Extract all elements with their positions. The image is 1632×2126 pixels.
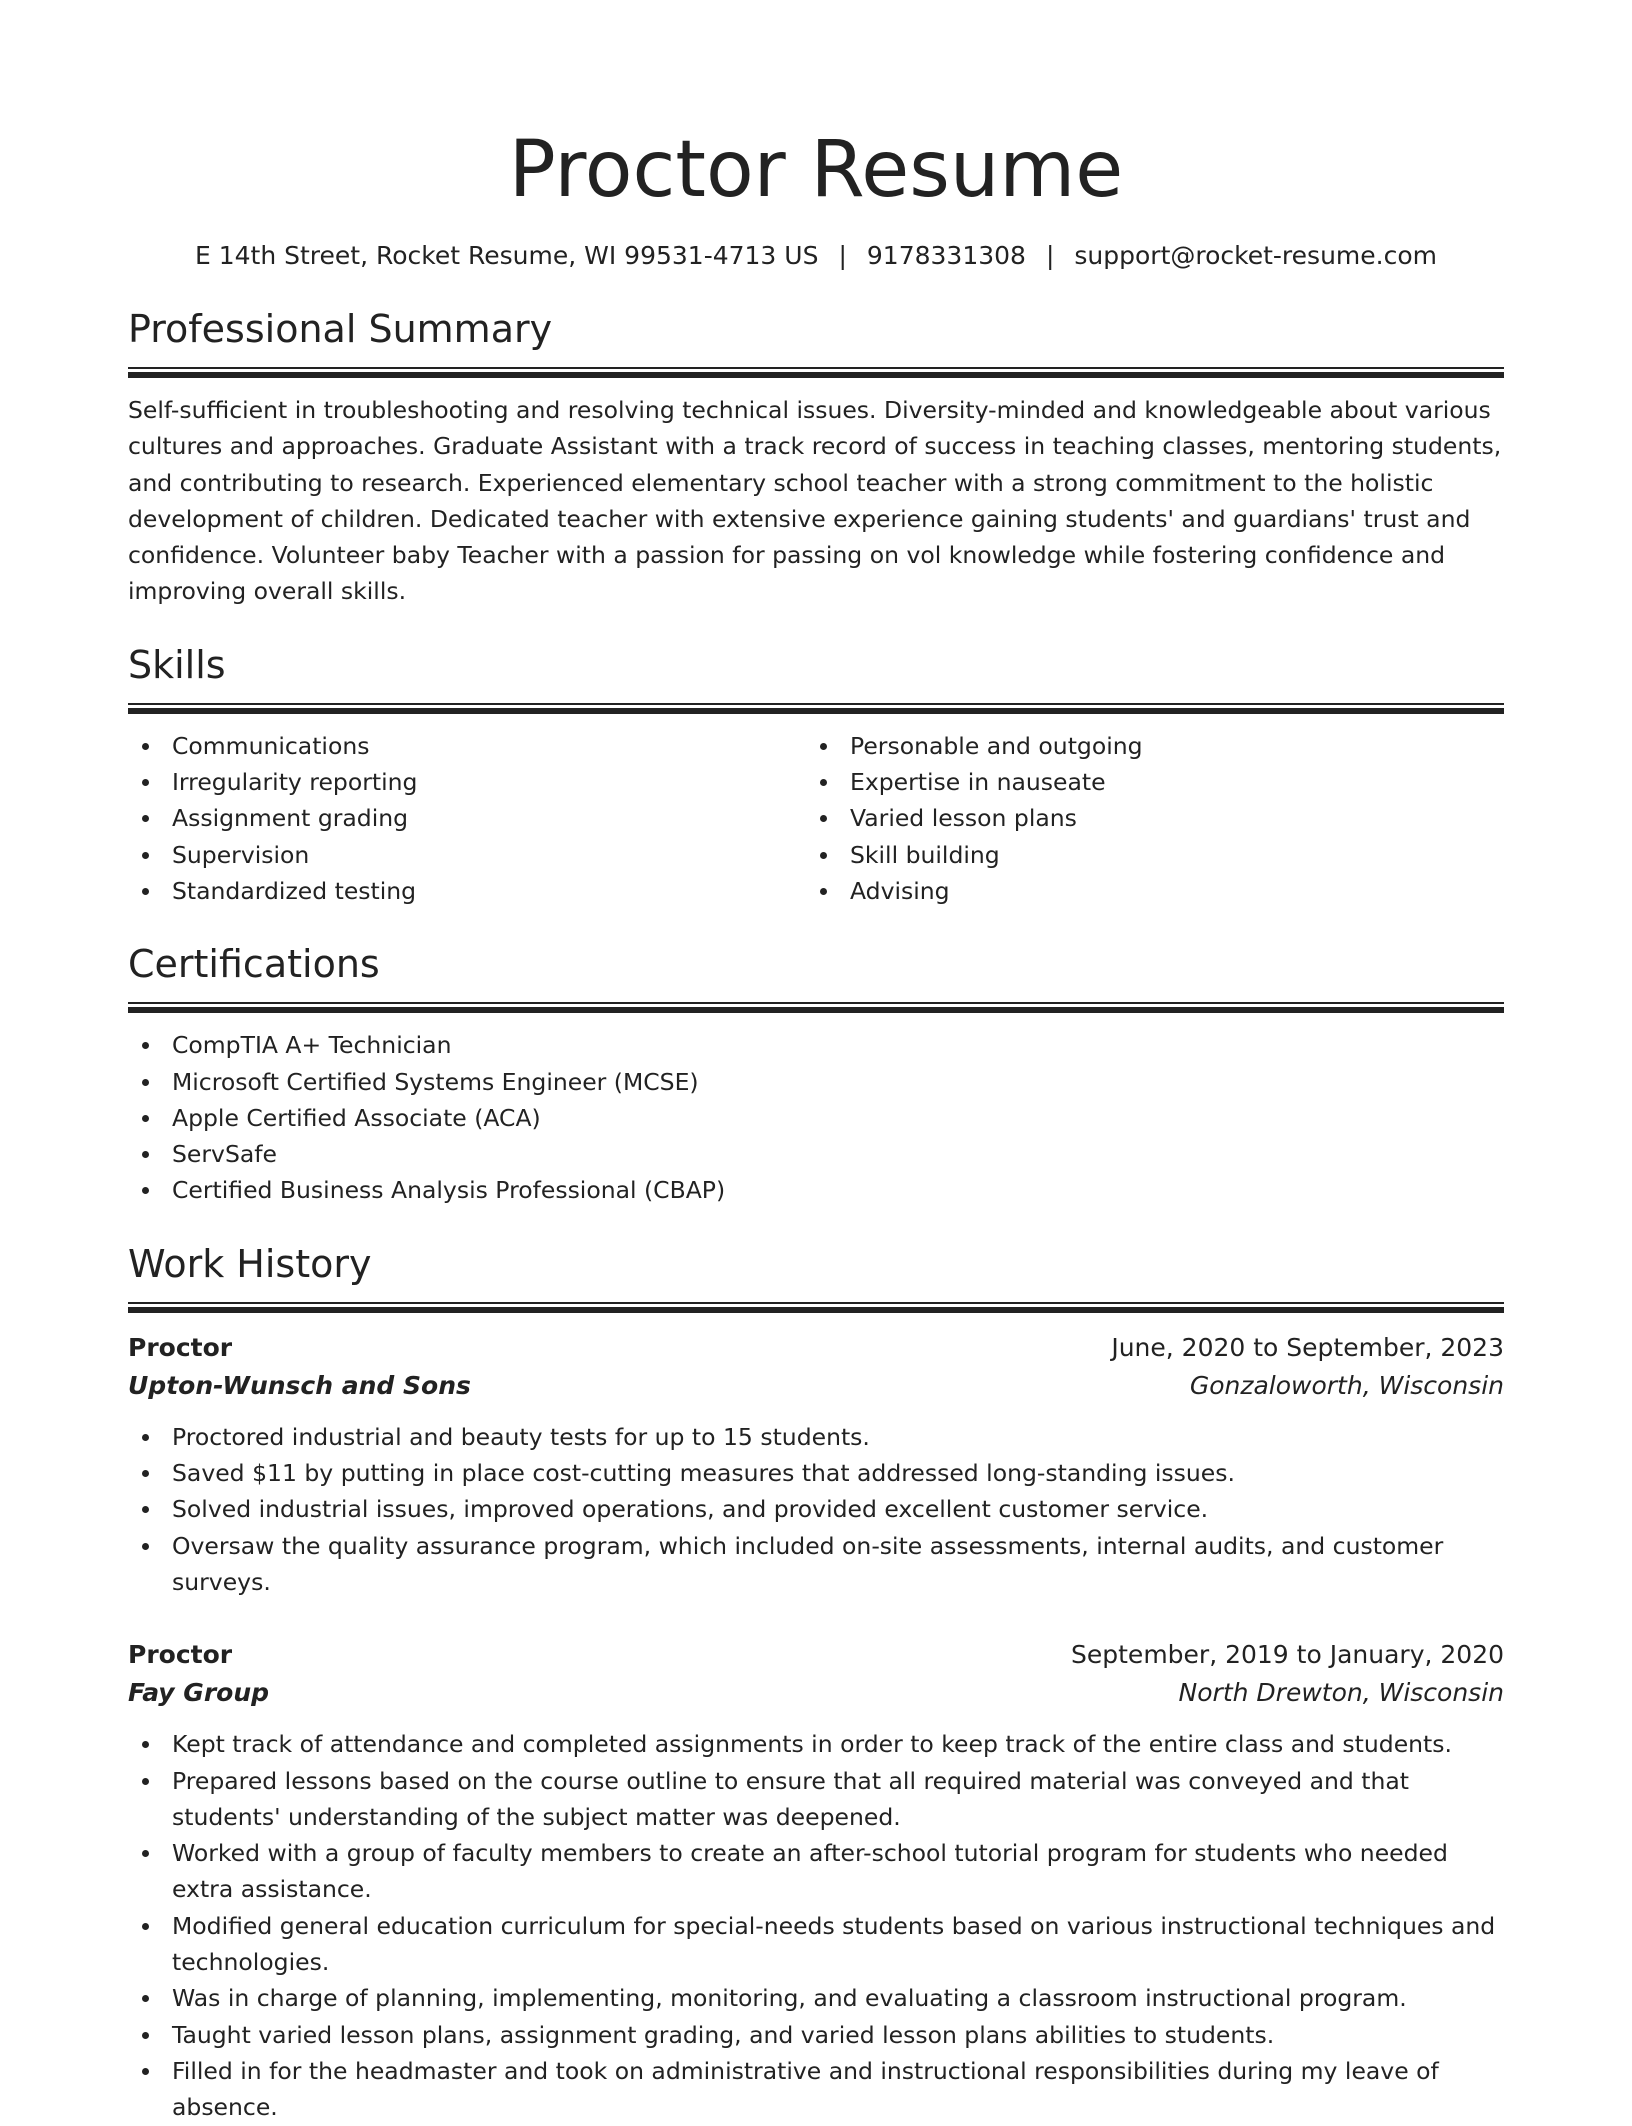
job-dates: June, 2020 to September, 2023 bbox=[1111, 1332, 1504, 1362]
summary-section bbox=[128, 304, 1504, 610]
job-location: Gonzaloworth, Wisconsin bbox=[1189, 1370, 1504, 1400]
certification-item: ServSafe bbox=[128, 1136, 1504, 1172]
resume-page bbox=[128, 118, 1504, 2126]
job-bullet: Taught varied lesson plans, assignment grading, and varied lesson plans abilities to students. bbox=[128, 2017, 1504, 2053]
job-bullet: Filled in for the headmaster and took on administrative and instructional responsibilities during my leave of absence. bbox=[128, 2053, 1504, 2126]
skills-heading: Skills bbox=[128, 642, 226, 687]
skill-item: Irregularity reporting bbox=[128, 764, 806, 800]
skill-item: Supervision bbox=[128, 837, 806, 873]
skill-item: Expertise in nauseate bbox=[806, 764, 1484, 800]
contact-address: E 14th Street, Rocket Resume, WI 99531-4713 US bbox=[194, 241, 819, 270]
section-divider bbox=[128, 367, 1504, 378]
skill-item: Advising bbox=[806, 873, 1484, 909]
certification-item: Apple Certified Associate (ACA) bbox=[128, 1100, 1504, 1136]
job-company: Upton-Wunsch and Sons bbox=[128, 1370, 471, 1400]
job-header-row bbox=[128, 1329, 1504, 1367]
resume-title: Proctor Resume bbox=[508, 125, 1124, 215]
job-bullet: Worked with a group of faculty members to create an after-school tutorial program for students who needed extra assistance. bbox=[128, 1835, 1504, 1908]
work-history-heading: Work History bbox=[128, 1241, 372, 1286]
job-entry bbox=[128, 1636, 1504, 2125]
job-dates: September, 2019 to January, 2020 bbox=[1071, 1640, 1504, 1670]
skill-item: Assignment grading bbox=[128, 800, 806, 836]
contact-line bbox=[128, 238, 1504, 274]
job-title: Proctor bbox=[128, 1332, 233, 1362]
job-header-row bbox=[128, 1636, 1504, 1674]
section-divider bbox=[128, 1002, 1504, 1013]
job-bullet: Oversaw the quality assurance program, which included on-site assessments, internal audits, and customer surveys. bbox=[128, 1528, 1504, 1601]
job-subheader-row bbox=[128, 1674, 1504, 1712]
section-divider bbox=[128, 703, 1504, 714]
summary-text: Self-sufficient in troubleshooting and resolving technical issues. Diversity-minded and knowledgeable about various cultures and approaches. Graduate Assistant with a track record of success in teaching classes, mentoring students, and contributing to research. Experienced elementary school teacher with a strong commitment to the holistic development of children. Dedicated teacher with extensive experience gaining students' and guardians' trust and confidence. Volunteer baby Teacher with a passion for passing on vol knowledge while fostering confidence and improving overall skills. bbox=[128, 396, 1502, 606]
skills-column-right bbox=[806, 728, 1484, 909]
skills-column-left bbox=[128, 728, 806, 909]
skill-item: Skill building bbox=[806, 837, 1484, 873]
contact-email: support@rocket-resume.com bbox=[1074, 241, 1437, 270]
skills-grid bbox=[128, 728, 1504, 909]
certifications-list bbox=[128, 1027, 1504, 1208]
skill-item: Communications bbox=[128, 728, 806, 764]
work-history-section bbox=[128, 1239, 1504, 2126]
contact-phone: 9178331308 bbox=[866, 241, 1026, 270]
job-bullets bbox=[128, 1726, 1504, 2125]
job-company: Fay Group bbox=[128, 1678, 270, 1708]
summary-heading: Professional Summary bbox=[128, 307, 553, 351]
job-bullet: Prepared lessons based on the course outline to ensure that all required material was conveyed and that students' understanding of the subject matter was deepened. bbox=[128, 1763, 1504, 1836]
job-bullet: Saved $11 by putting in place cost-cutting measures that addressed long-standing issues. bbox=[128, 1455, 1504, 1491]
certification-item: Microsoft Certified Systems Engineer (MCSE) bbox=[128, 1064, 1504, 1100]
job-title: Proctor bbox=[128, 1640, 233, 1670]
contact-separator: | bbox=[838, 241, 847, 270]
certifications-heading: Certifications bbox=[128, 942, 380, 987]
job-bullet: Proctored industrial and beauty tests for up to 15 students. bbox=[128, 1419, 1504, 1455]
job-bullet: Modified general education curriculum for special-needs students based on various instructional techniques and technologies. bbox=[128, 1908, 1504, 1981]
certifications-section bbox=[128, 939, 1504, 1208]
skills-section bbox=[128, 640, 1504, 909]
skill-item: Standardized testing bbox=[128, 873, 806, 909]
certification-item: Certified Business Analysis Professional (CBAP) bbox=[128, 1172, 1504, 1208]
job-subheader-row bbox=[128, 1367, 1504, 1405]
job-entry bbox=[128, 1329, 1504, 1600]
skill-item: Personable and outgoing bbox=[806, 728, 1484, 764]
section-divider bbox=[128, 1302, 1504, 1313]
job-bullets bbox=[128, 1419, 1504, 1600]
job-bullet: Kept track of attendance and completed assignments in order to keep track of the entire class and students. bbox=[128, 1726, 1504, 1762]
job-bullet: Solved industrial issues, improved operations, and provided excellent customer service. bbox=[128, 1491, 1504, 1527]
job-location: North Drewton, Wisconsin bbox=[1178, 1678, 1504, 1708]
job-bullet: Was in charge of planning, implementing, monitoring, and evaluating a classroom instructional program. bbox=[128, 1980, 1504, 2016]
contact-separator: | bbox=[1045, 241, 1055, 270]
certification-item: CompTIA A+ Technician bbox=[128, 1027, 1504, 1063]
skill-item: Varied lesson plans bbox=[806, 800, 1484, 836]
